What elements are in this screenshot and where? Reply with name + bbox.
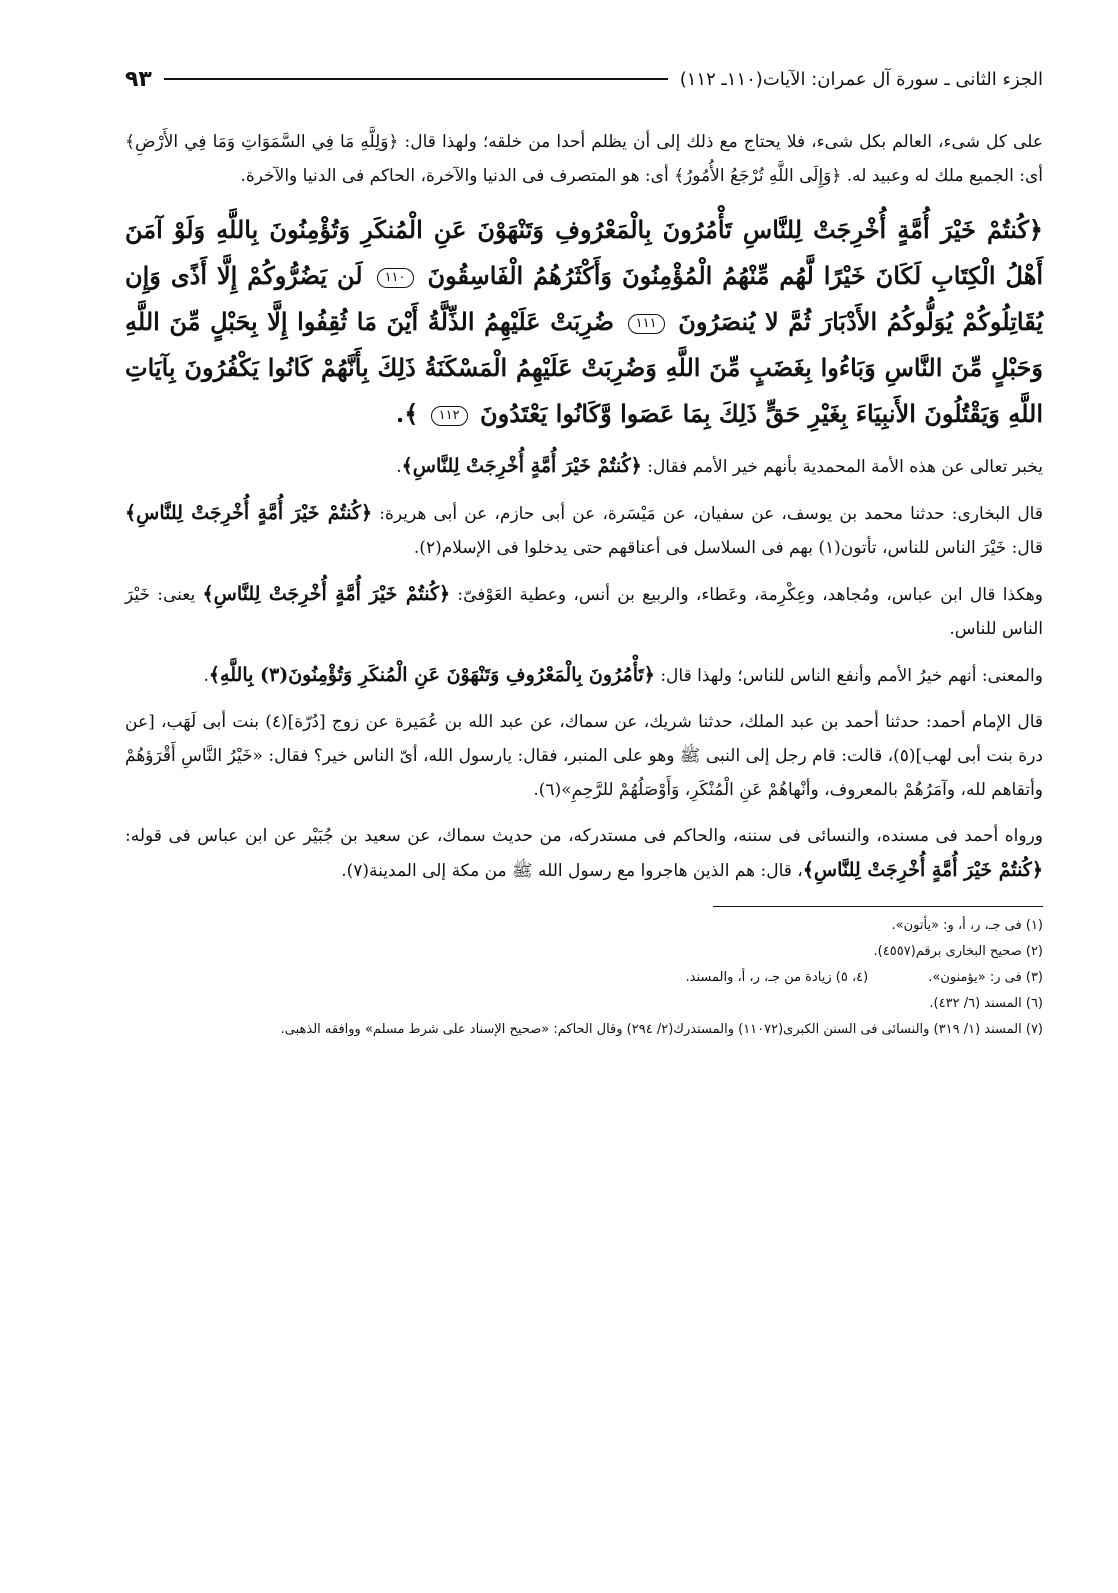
sources-paragraph: [125, 819, 1043, 888]
paragraph-text-after: .: [396, 457, 402, 477]
ayah-number-112: ١١٢: [431, 406, 468, 426]
intro-paragraph: على كل شىء، العالم بكل شىء، فلا يحتاج مع ذلك إلى أن يظلم أحدا من خلقه؛ ولهذا قال: ﴿وَلِلَّهِ مَا فِي السَّمَوَاتِ وَمَا فِي الأَرْضِ﴾ أى: الجميع ملك له وعبيد له. ﴿وَإِلَى اللَّهِ تُرْجَعُ الأُمُورُ﴾ أى: هو المتصرف فى الدنيا والآخرة، الحاكم فى الدنيا والآخرة.: [125, 132, 1043, 186]
page-content: [125, 125, 1043, 1043]
footnote-1: (١) فى جـ، ر، أ، و: «يأتون».: [891, 918, 1043, 933]
verse-112-text: ضُرِبَتْ عَلَيْهِمُ الذِّلَّةُ أَيْنَ مَا ثُقِفُوا إِلَّا بِحَبْلٍ مِّنَ اللَّهِ وَحَبْلٍ مِّنَ النَّاسِ وَبَاءُوا بِغَضَبٍ مِّنَ اللَّهِ وَضُرِبَتْ عَلَيْهِمُ الْمَسْكَنَةُ ذَلِكَ بِأَنَّهُمْ كَانُوا يَكْفُرُونَ بِآيَاتِ اللَّهِ وَيَقْتُلُونَ الأَنبِيَاءَ بِغَيْرِ حَقٍّ ذَلِكَ بِمَا عَصَوا وَّكَانُوا يَعْتَدُونَ: [125, 307, 1043, 428]
header-rule: [164, 78, 668, 80]
footnotes: [125, 913, 1043, 1043]
quran-quote: ﴿كُنتُمْ خَيْرَ أُمَّةٍ أُخْرِجَتْ لِلنَّاسِ﴾: [401, 455, 642, 477]
page-number: ٩٣: [125, 66, 152, 92]
footnote-row-3-5: [125, 965, 1043, 991]
verse-111-text: لَن يَضُرُّوكُمْ إِلَّا أَذًى وَإِن يُقَاتِلُوكُمْ يُوَلُّوكُمُ الأَدْبَارَ ثُمَّ لا يُنصَرُونَ: [125, 261, 1044, 336]
tafsir-paragraph: [125, 449, 1043, 484]
ahmad-narration-paragraph: [125, 705, 1043, 807]
running-header: [125, 62, 1043, 96]
verse-end-bracket: ﴾.: [395, 399, 419, 428]
quran-quote: ﴿كُنتُمْ خَيْرَ أُمَّةٍ أُخْرِجَتْ لِلنَّاسِ﴾: [802, 859, 1043, 881]
paragraph-text: وهكذا قال ابن عباس، ومُجاهد، وعِكْرِمة، وعَطاء، والربيع بن أنس، وعطية العَوْفىّ:: [450, 585, 1043, 605]
footnote-6: (٦) المسند (٦/ ٤٣٢).: [929, 996, 1043, 1011]
quran-quote: ﴿كُنتُمْ خَيْرَ أُمَّةٍ أُخْرِجَتْ لِلنَّاسِ﴾: [125, 502, 373, 524]
paragraph-text-after: يعنى: خَيْرَ الناس للناس.: [125, 585, 1043, 639]
quran-quote: ﴿كُنتُمْ خَيْرَ أُمَّةٍ أُخْرِجَتْ لِلنَّاسِ﴾: [202, 583, 451, 605]
paragraph-text-after: قال: خَيْرَ الناس للناس، تأتون(١) بهم فى السلاسل فى أعناقهم حتى يدخلوا فى الإسلام(٢).: [413, 538, 1043, 558]
header-title: الجزء الثانى ـ سورة آل عمران: الآيات(١١٠ـ ١١٢): [679, 68, 1043, 90]
quran-verses: [125, 207, 1043, 437]
footnote-4-5: (٤، ٥) زيادة من جـ، ر، أ، والمسند.: [685, 970, 869, 985]
bukhari-narration-paragraph: [125, 496, 1043, 565]
paragraph-text-after: .: [203, 666, 209, 686]
paragraph-text: ورواه أحمد فى مسنده، والنسائى فى سننه، والحاكم فى مستدركه، من حديث سماك، عن سعيد بن جُبَيْر عن ابن عباس فى قوله:: [125, 826, 1043, 846]
scholars-paragraph: [125, 577, 1043, 646]
ayah-number-111: ١١١: [628, 314, 665, 334]
paragraph-text: يخبر تعالى عن هذه الأمة المحمدية بأنهم خير الأمم فقال:: [641, 457, 1043, 477]
paragraph-text: قال البخارى: حدثنا محمد بن يوسف، عن سفيان، عن مَيْسَرة، عن أبى حازم، عن أبى هريرة:: [372, 504, 1043, 524]
paragraph-text-after: ، قال: هم الذين هاجروا مع رسول الله ﷺ من مكة إلى المدينة(٧).: [341, 861, 803, 881]
footnote-3: (٣) فى ر: «يؤمنون».: [928, 970, 1043, 985]
footnote-divider: [713, 906, 1043, 907]
paragraph-text: قال الإمام أحمد: حدثنا أحمد بن عبد الملك، حدثنا شريك، عن سماك، عن عبد الله بن عُمَيرة عن زوج [دُرّة](٤) بنت أبى لَهَب، [عن درة بنت أبى لهب](٥)، قالت: قام رجل إلى النبى ﷺ وهو على المنبر، فقال: يارسول الله، أىّ الناس خير؟ فقال: «خَيْرُ النَّاسِ أَقْرَؤهُمْ وأتقاهم لله، وآمَرُهُمْ بالمعروف، وأنْهاهُمْ عَنِ الْمُنْكَرِ، وَأَوْصَلُهُمْ للرَّحِمِ»(٦).: [125, 712, 1043, 800]
quran-quote: ﴿تَأْمُرُونَ بِالْمَعْرُوفِ وَتَنْهَوْنَ عَنِ الْمُنكَرِ وَتُؤْمِنُونَ(٣) بِاللَّهِ﴾: [208, 664, 655, 686]
paragraph-text: والمعنى: أنهم خيرُ الأمم وأنفع الناس للناس؛ ولهذا قال:: [654, 666, 1043, 686]
ayah-number-110: ١١٠: [377, 268, 414, 288]
meaning-paragraph: [125, 658, 1043, 693]
verse-110-text: ﴿كُنتُمْ خَيْرَ أُمَّةٍ أُخْرِجَتْ لِلنَّاسِ تَأْمُرُونَ بِالْمَعْرُوفِ وَتَنْهَوْنَ عَنِ الْمُنكَرِ وَتُؤْمِنُونَ بِاللَّهِ وَلَوْ آمَنَ أَهْلُ الْكِتَابِ لَكَانَ خَيْرًا لَّهُم مِّنْهُمُ الْمُؤْمِنُونَ وَأَكْثَرُهُمُ الْفَاسِقُونَ: [125, 215, 1044, 290]
footnote-7: (٧) المسند (١/ ٣١٩) والنسائى فى السنن الكبرى(١١٠٧٢) والمستدرك(٢/ ٢٩٤) وقال الحاكم: «صحيح الإسناد على شرط مسلم» ووافقه الذهبى.: [280, 1022, 1043, 1037]
footnote-2: (٢) صحيح البخارى برقم(٤٥٥٧).: [873, 944, 1043, 959]
